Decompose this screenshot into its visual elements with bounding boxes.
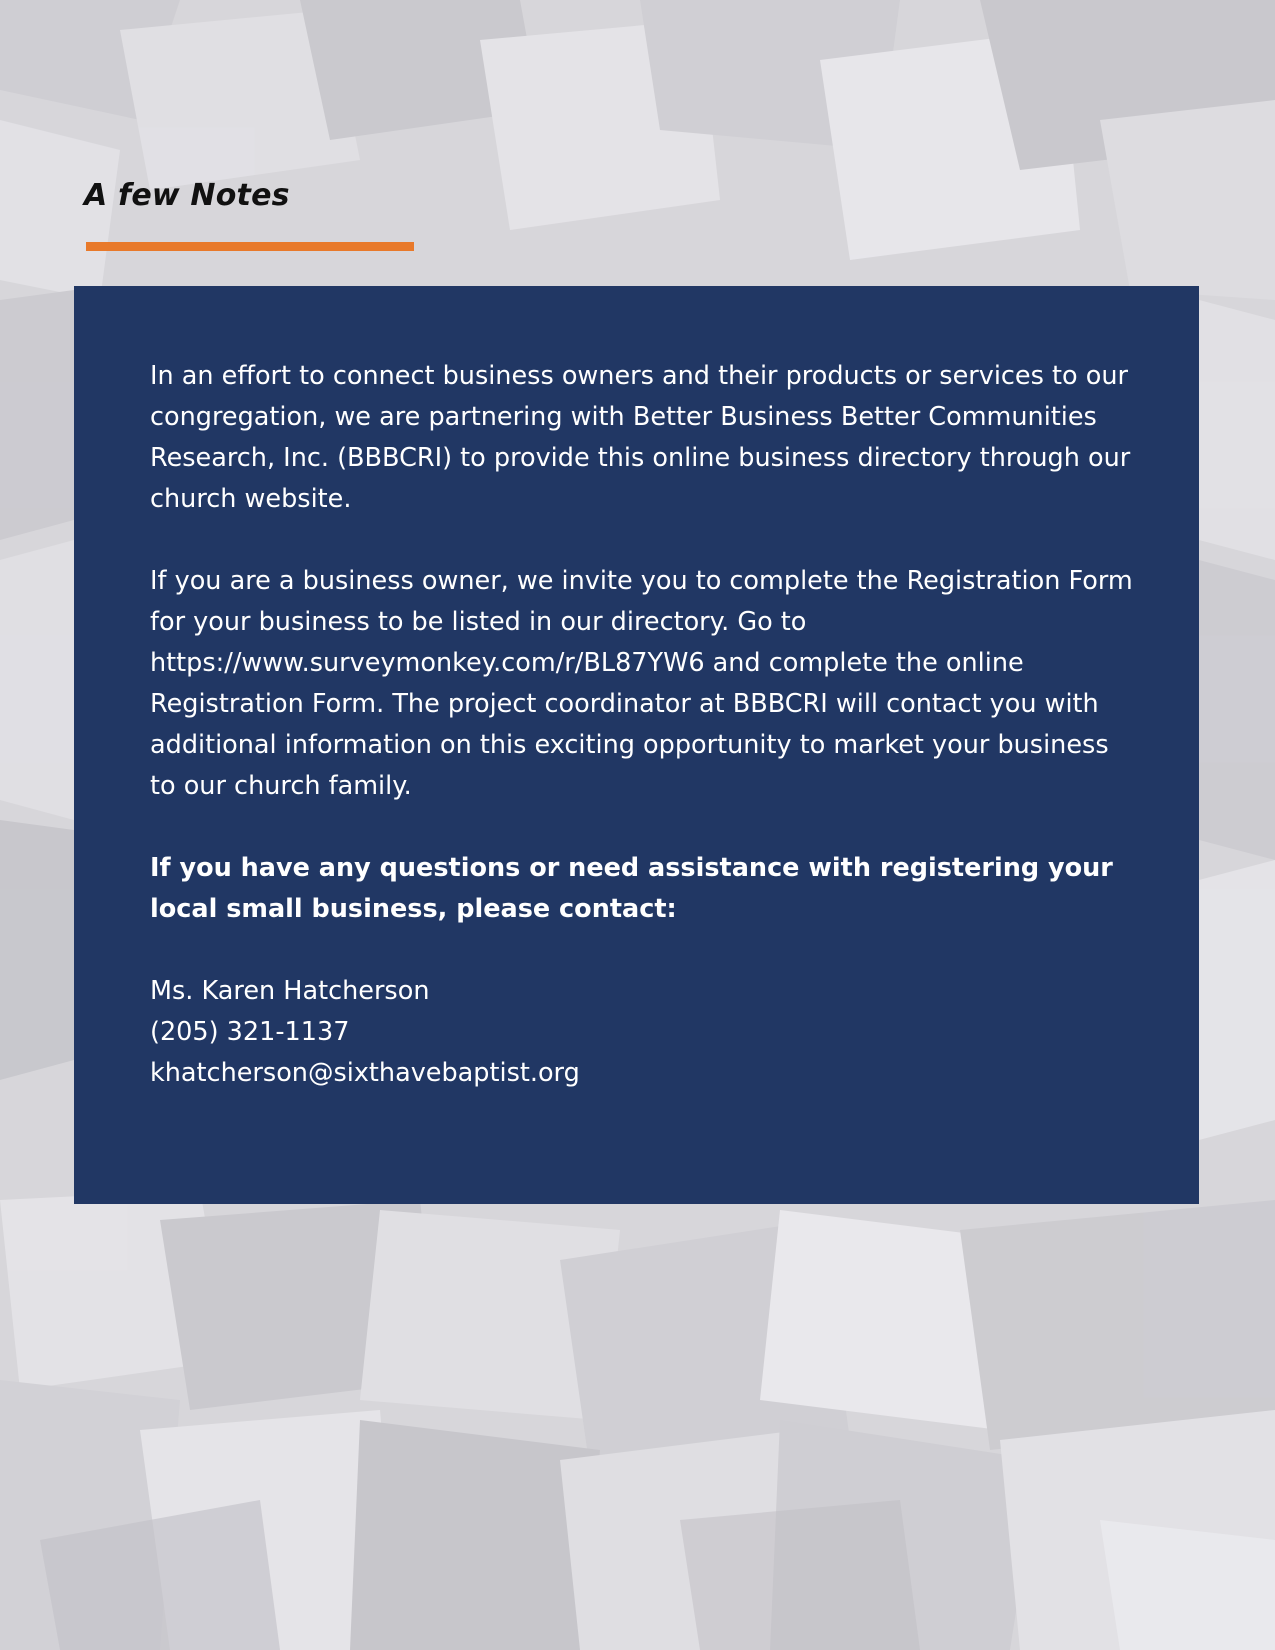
heading-underline xyxy=(86,242,414,251)
registration-paragraph: If you are a business owner, we invite you to complete the Registration Form for your business to be listed in our directory. Go to https://www.surveymonkey.com/r/BL87YW6 and complete the online Registration Form. The project coordinator at BBBCRI will contact you with additional information on this exciting opportunity to market your business to our church family. xyxy=(150,566,1133,801)
contact-email: khatcherson@sixthavebaptist.org xyxy=(150,1058,580,1088)
contact-prompt: If you have any questions or need assistance with registering your local small business, please contact: xyxy=(150,853,1113,924)
intro-paragraph: In an effort to connect business owners and their products or services to our congregation, we are partnering with Better Business Better Communities Research, Inc. (BBBCRI) to provide this online business directory through our church website. xyxy=(150,361,1131,514)
section-heading: A few Notes xyxy=(84,178,290,213)
notes-panel xyxy=(74,286,1199,1204)
contact-block xyxy=(150,971,1139,1094)
contact-phone: (205) 321-1137 xyxy=(150,1017,350,1047)
contact-name: Ms. Karen Hatcherson xyxy=(150,976,430,1006)
